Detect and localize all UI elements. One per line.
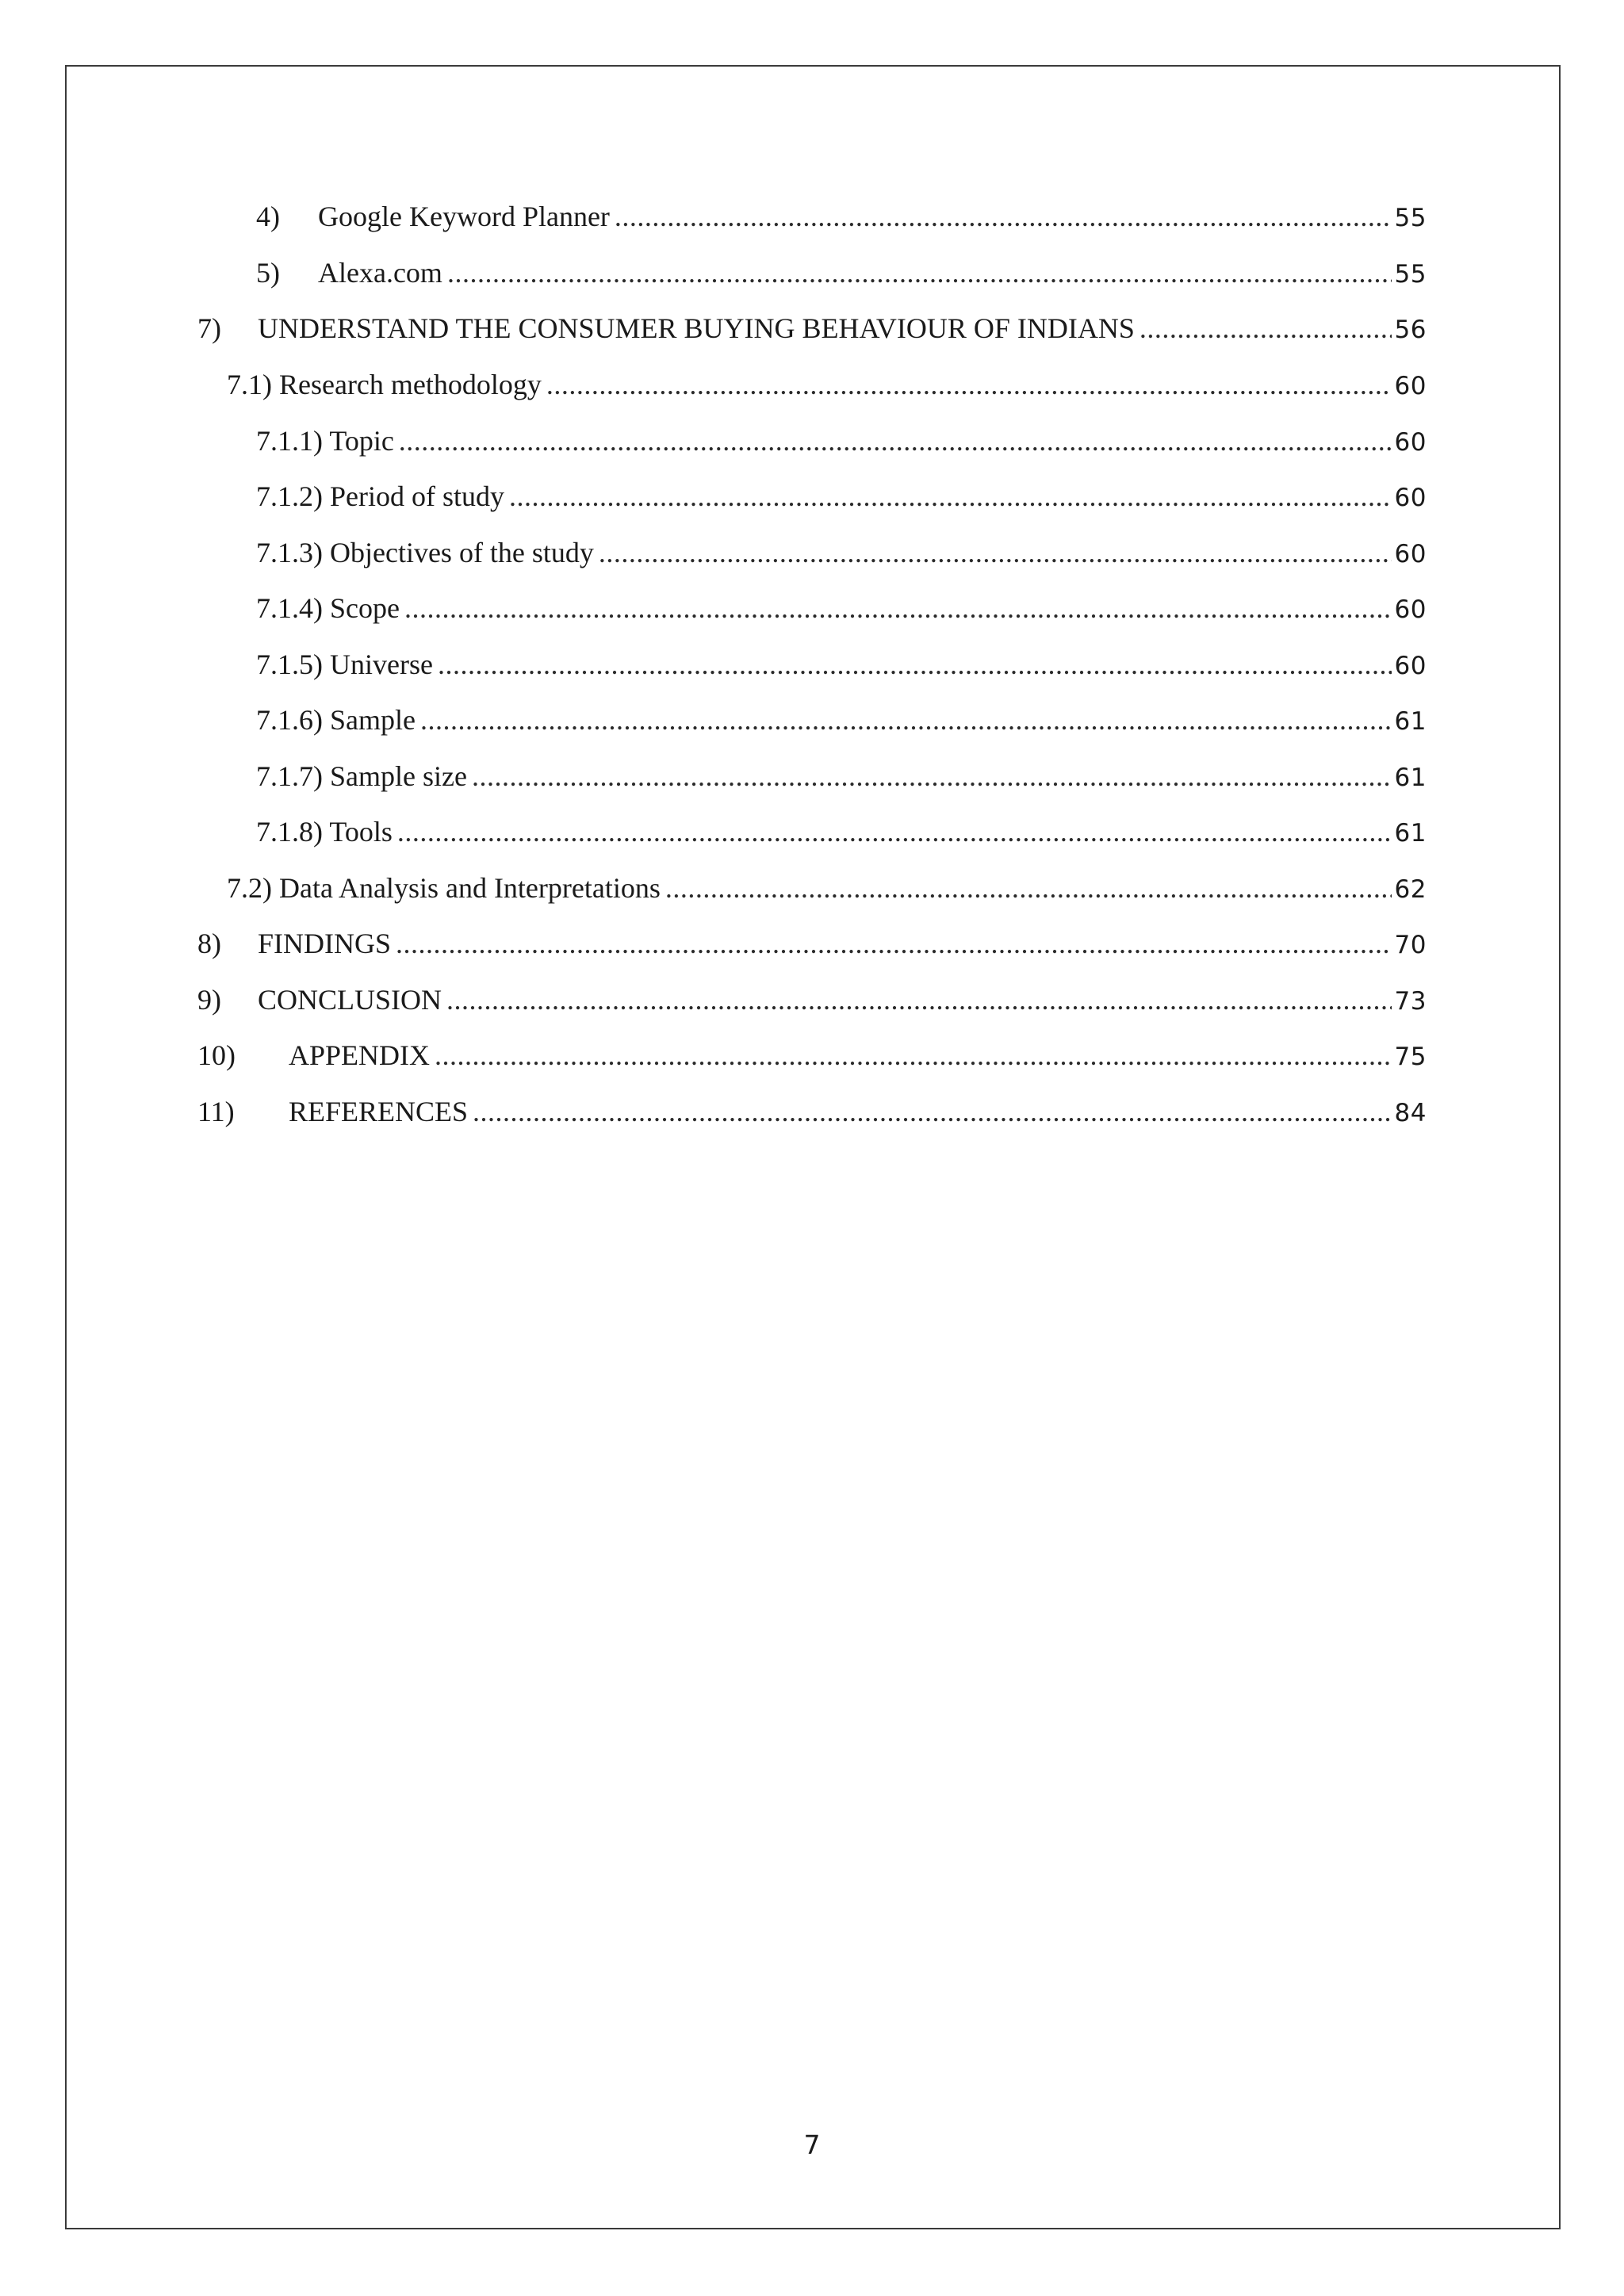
toc-entry-findings[interactable] — [197, 923, 1427, 964]
toc-dot-leader — [396, 923, 1392, 964]
toc-entry-title: REFERENCES — [289, 1096, 469, 1127]
toc-dot-leader — [509, 476, 1392, 517]
toc-entry-title: UNDERSTAND THE CONSUMER BUYING BEHAVIOUR OF INDIANS — [258, 312, 1135, 344]
toc-entry-title: 7.1.3) Objectives of the study — [256, 537, 594, 568]
toc-dot-leader — [615, 196, 1392, 237]
toc-entry-number: 10) — [197, 1039, 236, 1071]
toc-dot-leader — [1139, 308, 1392, 349]
toc-entry-number: 11) — [197, 1096, 235, 1127]
toc-entry-page: 84 — [1394, 1099, 1427, 1127]
toc-entry-title: 7.1.1) Topic — [256, 425, 394, 457]
toc-entry-title: FINDINGS — [258, 928, 392, 959]
toc-entry-data-analysis[interactable] — [227, 867, 1427, 909]
toc-entry-page: 61 — [1394, 763, 1427, 792]
toc-dot-leader — [599, 532, 1392, 573]
toc-dot-leader — [473, 1091, 1392, 1132]
toc-entry-number: 8) — [197, 928, 221, 959]
toc-entry-page: 60 — [1394, 372, 1427, 400]
toc-entry-page: 60 — [1394, 428, 1427, 457]
toc-entry-references[interactable] — [197, 1091, 1427, 1132]
toc-entry-page: 60 — [1394, 540, 1427, 568]
toc-entry-title: 7.1.2) Period of study — [256, 480, 504, 512]
toc-entry-page: 56 — [1394, 316, 1427, 344]
toc-entry-title: Google Keyword Planner — [318, 201, 610, 232]
toc-entry-title: 7.1.6) Sample — [256, 704, 416, 736]
toc-entry-title: APPENDIX — [289, 1039, 431, 1071]
toc-entry-title: Alexa.com — [318, 257, 442, 289]
toc-dot-leader — [397, 811, 1392, 852]
toc-dot-leader — [399, 420, 1392, 461]
toc-entry-research-methodology[interactable] — [227, 364, 1427, 405]
toc-entry-consumer-buying-behaviour[interactable] — [197, 308, 1427, 349]
toc-entry-period-of-study[interactable] — [256, 476, 1427, 517]
toc-entry-page: 73 — [1394, 987, 1427, 1016]
toc-entry-page: 61 — [1394, 819, 1427, 848]
toc-entry-google-keyword-planner[interactable] — [256, 196, 1427, 237]
toc-entry-title: 7.2) Data Analysis and Interpretations — [227, 872, 661, 904]
toc-entry-number: 7) — [197, 312, 221, 344]
toc-entry-page: 55 — [1394, 260, 1427, 289]
toc-entry-sample[interactable] — [256, 699, 1427, 740]
toc-entry-page: 60 — [1394, 484, 1427, 512]
toc-entry-title: CONCLUSION — [258, 984, 442, 1016]
toc-entry-scope[interactable] — [256, 587, 1427, 629]
toc-entry-title: 7.1.7) Sample size — [256, 760, 467, 792]
toc-dot-leader — [472, 756, 1392, 797]
toc-entry-title: 7.1) Research methodology — [227, 369, 542, 400]
toc-entry-objectives-of-the-study[interactable] — [256, 532, 1427, 573]
toc-entry-alexa-com[interactable] — [256, 252, 1427, 293]
toc-entry-title: 7.1.5) Universe — [256, 649, 433, 680]
toc-entry-number: 4) — [256, 201, 280, 232]
toc-entry-page: 60 — [1394, 652, 1427, 680]
page-number: 7 — [803, 2130, 821, 2160]
toc-entry-page: 55 — [1394, 204, 1427, 232]
toc-dot-leader — [420, 699, 1392, 740]
toc-entry-title: 7.1.4) Scope — [256, 592, 400, 624]
toc-entry-title: 7.1.8) Tools — [256, 816, 393, 848]
toc-entry-page: 61 — [1394, 707, 1427, 736]
toc-entry-number: 5) — [256, 257, 280, 289]
toc-entry-universe[interactable] — [256, 644, 1427, 685]
toc-dot-leader — [665, 867, 1392, 909]
toc-dot-leader — [446, 979, 1392, 1020]
toc-entry-sample-size[interactable] — [256, 756, 1427, 797]
toc-dot-leader — [404, 587, 1392, 629]
toc-dot-leader — [435, 1035, 1392, 1076]
toc-dot-leader — [546, 364, 1392, 405]
toc-entry-page: 62 — [1394, 875, 1427, 904]
toc-entry-topic[interactable] — [256, 420, 1427, 461]
toc-entry-page: 60 — [1394, 595, 1427, 624]
toc-entry-conclusion[interactable] — [197, 979, 1427, 1020]
toc-entry-page: 70 — [1394, 931, 1427, 959]
toc-entry-tools[interactable] — [256, 811, 1427, 852]
toc-entry-appendix[interactable] — [197, 1035, 1427, 1076]
toc-entry-number: 9) — [197, 984, 221, 1016]
toc-dot-leader — [438, 644, 1392, 685]
toc-dot-leader — [447, 252, 1392, 293]
toc-entry-page: 75 — [1394, 1043, 1427, 1071]
